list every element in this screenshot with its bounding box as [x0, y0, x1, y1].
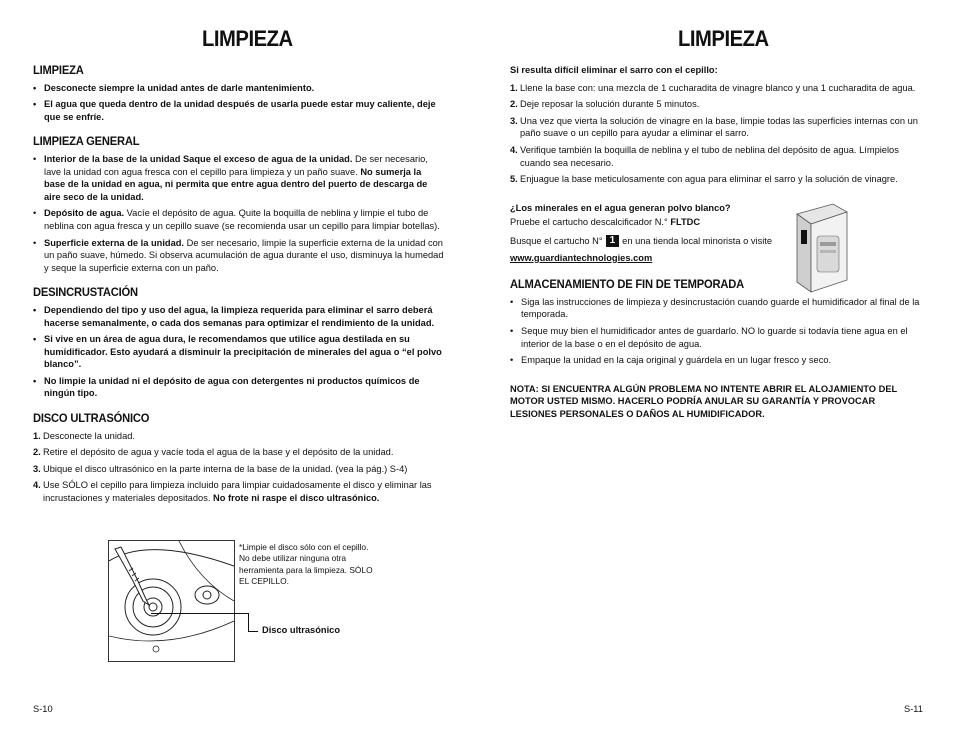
section-minerales	[510, 202, 780, 264]
body-text: Pruebe el cartucho descalcificador N.°	[510, 217, 668, 228]
heading-limpieza: LIMPIEZA	[33, 63, 84, 77]
list-item: • No limpie la unidad ni el depósito de agua con detergentes ni productos químicos de ningún tipo.	[33, 375, 445, 400]
warning-note: NOTA: SI ENCUENTRA ALGÚN PROBLEMA NO INTENTE ABRIR EL ALOJAMIENTO DEL MOTOR USTED MISMO. HACERLO PODRÍA ANULAR SU GARANTÍA Y PROVOCAR LESIONES PERSONALES O DAÑOS AL HUMIDIFICADOR.	[510, 383, 898, 419]
step-text: Una vez que vierta la solución de vinagre en la base, limpie todas las superficies internas con un paño suave o un cepillo para ayudar a eliminar el sarro.	[520, 115, 918, 139]
step-item	[510, 144, 920, 169]
step-number: 4.	[33, 480, 41, 491]
right-column	[510, 64, 920, 420]
step-number: 1.	[33, 430, 41, 441]
bold-text: Depósito de agua.	[44, 208, 125, 219]
body-text: De ser necesario, lave la unidad con agua fresca con el cepillo para limpieza y un paño suave.	[44, 153, 428, 177]
step-item	[33, 479, 445, 504]
callout-line	[151, 613, 248, 614]
step-number: 2.	[510, 99, 518, 110]
list-item	[33, 207, 445, 232]
step-text: Ubique el disco ultrasónico en la parte interna de la base de la unidad. (vea la pág.) S-4)	[43, 463, 408, 474]
step-text: Verifique también la boquilla de neblina y el tubo de neblina del depósito de agua. Límpielos cuando sea necesario.	[520, 144, 899, 168]
step-item	[510, 115, 920, 140]
step-text: Deje reposar la solución durante 5 minutos.	[520, 99, 700, 110]
list-item: • Desconecte siempre la unidad antes de darle mantenimiento.	[33, 82, 445, 95]
step-item	[510, 173, 920, 186]
minerales-line1	[510, 216, 780, 229]
minerales-question: ¿Los minerales en el agua generan polvo blanco?	[510, 202, 731, 213]
step-number: 2.	[33, 447, 41, 458]
left-column	[33, 64, 445, 517]
section-limpieza-general	[33, 135, 445, 274]
disc-drawing	[109, 541, 234, 661]
body-text: en una tienda local minorista o visite	[622, 235, 773, 246]
step-text: Enjuague la base meticulosamente con agua para eliminar el sarro y la solución de vinagre.	[520, 174, 898, 185]
list-item: • Dependiendo del tipo y uso del agua, la limpieza requerida para eliminar el sarro deberá hacerse semanalmente, o cada dos semanas para optimizar el rendimiento de la unidad.	[33, 304, 445, 329]
step-number: 3.	[33, 463, 41, 474]
page-title-right: LIMPIEZA	[677, 26, 769, 51]
heading-disco-ultrasonico: DISCO ULTRASÓNICO	[33, 411, 150, 426]
body-text: De ser necesario, limpie la superficie externa de la unidad con un paño suave, húmedo. Si observa acumulación de agua durante el uso, disminuya la humedad y seque la superficie externa con un paño.	[44, 237, 444, 273]
section-almacenamiento	[510, 278, 920, 367]
step-item	[33, 430, 445, 443]
section-limpieza	[33, 64, 445, 123]
step-item	[33, 446, 445, 459]
callout-line	[248, 613, 249, 631]
page-number-right: S-11	[904, 704, 923, 714]
step-text: Use SÓLO el cepillo para limpieza incluido para limpiar cuidadosamente el disco y eliminar las incrustaciones y materiales depositados.	[43, 480, 432, 504]
model-code: FLTDC	[670, 217, 701, 228]
right-page	[477, 0, 954, 738]
section-disco-ultrasonico	[33, 412, 445, 505]
bold-text: No frote ni raspe el disco ultrasónico.	[213, 493, 380, 504]
cartridge-number-badge: 1	[606, 235, 620, 247]
body-text: Busque el cartucho N°	[510, 235, 603, 246]
step-number: 4.	[510, 144, 518, 155]
callout-line	[248, 631, 258, 632]
bold-text: Superficie externa de la unidad.	[44, 237, 185, 248]
bold-text: No sumerja la base de la unidad en agua, ni permita que entre agua dentro del puerto de descarga de aire seco de la unidad.	[44, 166, 428, 202]
list-item: • Siga las instrucciones de limpieza y desincrustación cuando guarde el humidificador al final de la temporada.	[510, 296, 920, 321]
cartridge-package-drawing	[789, 200, 851, 296]
list-item: • El agua que queda dentro de la unidad después de usarla puede estar muy caliente, deje que se enfríe.	[33, 98, 445, 123]
heading-desincrustacion: DESINCRUSTACIÓN	[33, 285, 138, 300]
sarro-heading: Si resulta difícil eliminar el sarro con el cepillo:	[510, 65, 718, 75]
section-desincrustacion	[33, 286, 445, 400]
step-text: Desconecte la unidad.	[43, 430, 135, 441]
step-number: 1.	[510, 82, 518, 93]
list-item: • Seque muy bien el humidificador antes de guardarlo. NO lo guarde si todavía tiene agua en el interior de la base o en el depósito de agua.	[510, 325, 920, 350]
figure-label: Disco ultrasónico	[262, 625, 341, 635]
page-title-left: LIMPIEZA	[201, 26, 293, 51]
demineralization-cartridge-image	[789, 200, 851, 296]
step-item	[510, 98, 920, 111]
list-item	[33, 153, 445, 203]
step-number: 3.	[510, 115, 518, 126]
list-item	[33, 237, 445, 275]
step-number: 5.	[510, 174, 518, 185]
page-number-left: S-10	[33, 704, 53, 714]
section-sarro	[510, 64, 920, 186]
body-text: Vacíe el depósito de agua. Quite la boquilla de neblina y limpie el tubo de neblina con agua fresca y un cepillo suave (se recomienda usar un cepillo para limpiar botellas).	[44, 208, 440, 231]
website-link[interactable]: www.guardiantechnologies.com	[510, 252, 653, 263]
ultrasonic-disc-illustration	[108, 540, 235, 662]
minerales-line2	[510, 235, 780, 248]
step-text: Retire el depósito de agua y vacíe toda el agua de la base y el depósito de la unidad.	[43, 447, 394, 458]
heading-almacenamiento: ALMACENAMIENTO DE FIN DE TEMPORADA	[510, 277, 745, 292]
figure-note: *Limpie el disco sólo con el cepillo. No debe utilizar ninguna otra herramienta para la limpieza. SÓLO EL CEPILLO.	[239, 542, 373, 587]
step-text: Llene la base con: una mezcla de 1 cucharadita de vinagre blanco y una 1 cucharadita de agua.	[520, 82, 916, 93]
step-item	[510, 82, 920, 95]
list-item: • Empaque la unidad en la caja original y guárdela en un lugar fresco y seco.	[510, 354, 920, 367]
list-item: • Si vive en un área de agua dura, le recomendamos que utilice agua destilada en su humidificador. Esto ayudará a disminuir la precipitación de minerales del agua o “el polvo blanco”.	[33, 333, 445, 371]
bold-text: Interior de la base de la unidad Saque el exceso de agua de la unidad.	[44, 153, 353, 164]
step-item	[33, 463, 445, 476]
heading-limpieza-general: LIMPIEZA GENERAL	[33, 134, 140, 149]
